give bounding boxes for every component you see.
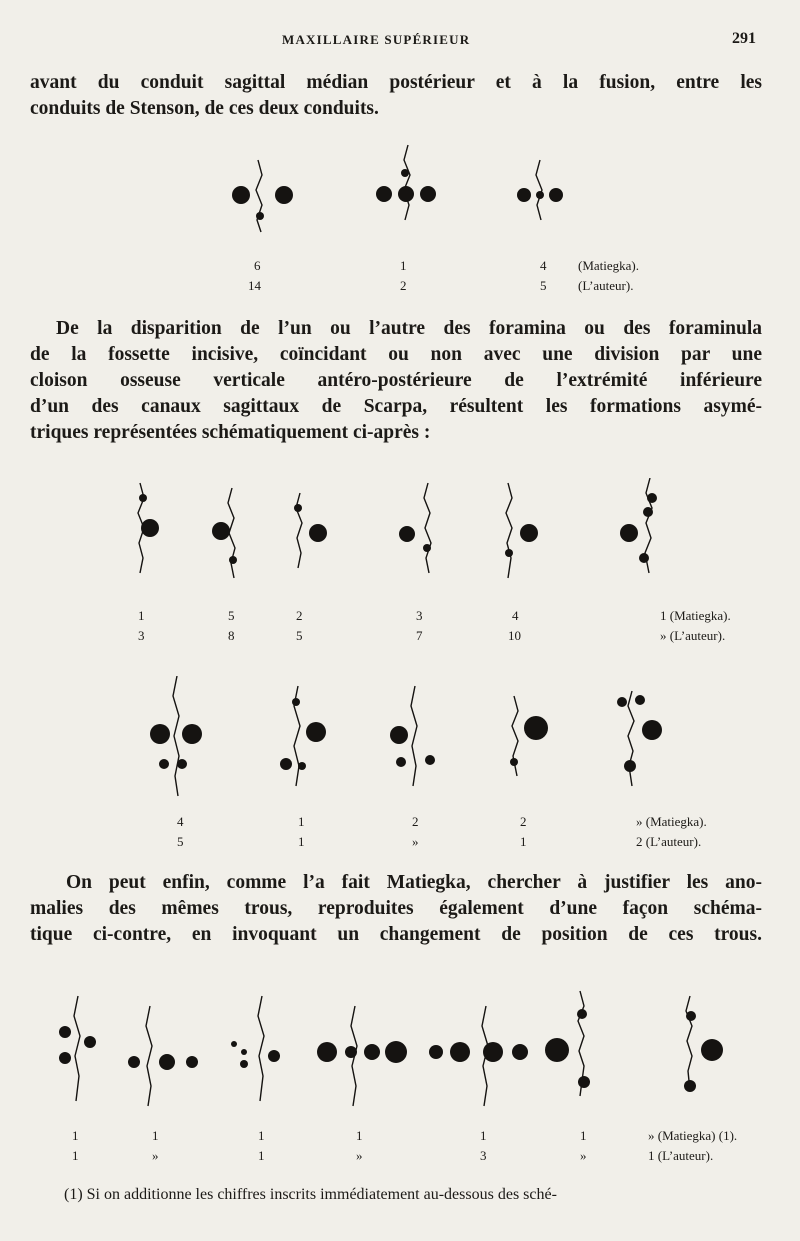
count: 8 xyxy=(228,628,235,643)
running-head xyxy=(0,32,800,54)
count: 5 xyxy=(228,608,235,623)
figure-2-drawing xyxy=(0,478,800,598)
count: 1 xyxy=(480,1128,487,1143)
count: 1 xyxy=(258,1148,265,1163)
count-with-source: » (Matiegka). xyxy=(636,814,707,829)
text-line: malies des mêmes trous, reproduites également d’une façon schéma- xyxy=(30,898,762,919)
count: 3 xyxy=(480,1148,487,1163)
count: » xyxy=(152,1148,159,1163)
figure-4-drawing xyxy=(0,986,800,1116)
text-line: cloison osseuse verticale antéro-postérieure de l’extrémité inférieure xyxy=(30,370,762,391)
count: 2 xyxy=(412,814,419,829)
figure-4-counts xyxy=(0,1126,800,1170)
count: 1 xyxy=(138,608,145,623)
footnote: (1) Si on additionne les chiffres inscrits immédiatement au-dessous des sché- xyxy=(64,1186,557,1203)
count: 3 xyxy=(416,608,423,623)
text-line: triques représentées schématiquement ci-après : xyxy=(30,422,431,443)
running-title: MAXILLAIRE SUPÉRIEUR xyxy=(282,32,471,47)
figure-4-schematic xyxy=(0,986,800,1166)
count: 1 xyxy=(72,1148,79,1163)
count: 6 xyxy=(254,258,261,273)
count-with-source: » (L’auteur). xyxy=(660,628,726,643)
count: 1 xyxy=(520,834,527,849)
count-with-source: 2 (L’auteur). xyxy=(636,834,702,849)
text-line: d’un des canaux sagittaux de Scarpa, résultent les formations asymé- xyxy=(30,396,762,417)
count: 1 xyxy=(580,1128,587,1143)
page-number: 291 xyxy=(732,30,756,47)
text-line: de la fossette incisive, coïncidant ou non avec une division par une xyxy=(30,344,762,365)
count: » xyxy=(412,834,419,849)
count: 1 xyxy=(356,1128,363,1143)
count: 1 xyxy=(298,814,305,829)
count: 5 xyxy=(296,628,303,643)
count: 10 xyxy=(508,628,521,643)
count: 7 xyxy=(416,628,423,643)
count: » xyxy=(580,1148,587,1163)
figure-1-drawing xyxy=(0,140,800,250)
count: 1 xyxy=(72,1128,79,1143)
count-with-source: 1 (L’auteur). xyxy=(648,1148,714,1163)
count: 1 xyxy=(258,1128,265,1143)
source-label: (L’auteur). xyxy=(578,278,634,293)
count: 5 xyxy=(177,834,184,849)
count: 1 xyxy=(400,258,407,273)
text-line: avant du conduit sagittal médian postérieur et à la fusion, entre les xyxy=(30,72,762,93)
text-line: On peut enfin, comme l’a fait Matiegka, chercher à justifier les ano- xyxy=(66,872,762,893)
count: 14 xyxy=(248,278,261,293)
count: 2 xyxy=(296,608,303,623)
count: 4 xyxy=(177,814,184,829)
count: 2 xyxy=(400,278,407,293)
figure-3-schematic xyxy=(0,676,800,856)
figure-2-counts xyxy=(0,606,800,650)
figure-3-drawing xyxy=(0,676,800,806)
paragraph-continuation xyxy=(30,70,762,122)
figure-3-counts xyxy=(0,812,800,856)
figure-2-schematic xyxy=(0,478,800,648)
figure-1-counts xyxy=(0,256,800,300)
count: 3 xyxy=(138,628,145,643)
paragraph-matiegka-position xyxy=(30,870,762,948)
source-label: (Matiegka). xyxy=(578,258,640,273)
count: 4 xyxy=(540,258,547,273)
count-with-source: 1 (Matiegka). xyxy=(660,608,731,623)
count: 1 xyxy=(152,1128,159,1143)
count: 1 xyxy=(298,834,305,849)
count: 5 xyxy=(540,278,547,293)
count: 2 xyxy=(520,814,527,829)
text-line: conduits de Stenson, de ces deux conduits. xyxy=(30,98,379,119)
figure-1-schematic xyxy=(0,140,800,300)
count: » xyxy=(356,1148,363,1163)
count: 4 xyxy=(512,608,519,623)
paragraph-asymmetric-formations xyxy=(30,316,762,446)
text-line: De la disparition de l’un ou l’autre des foramina ou des foraminula xyxy=(56,318,762,339)
count-with-source: » (Matiegka) (1). xyxy=(648,1128,738,1143)
text-line: tique ci-contre, en invoquant un changement de position de ces trous. xyxy=(30,924,762,945)
